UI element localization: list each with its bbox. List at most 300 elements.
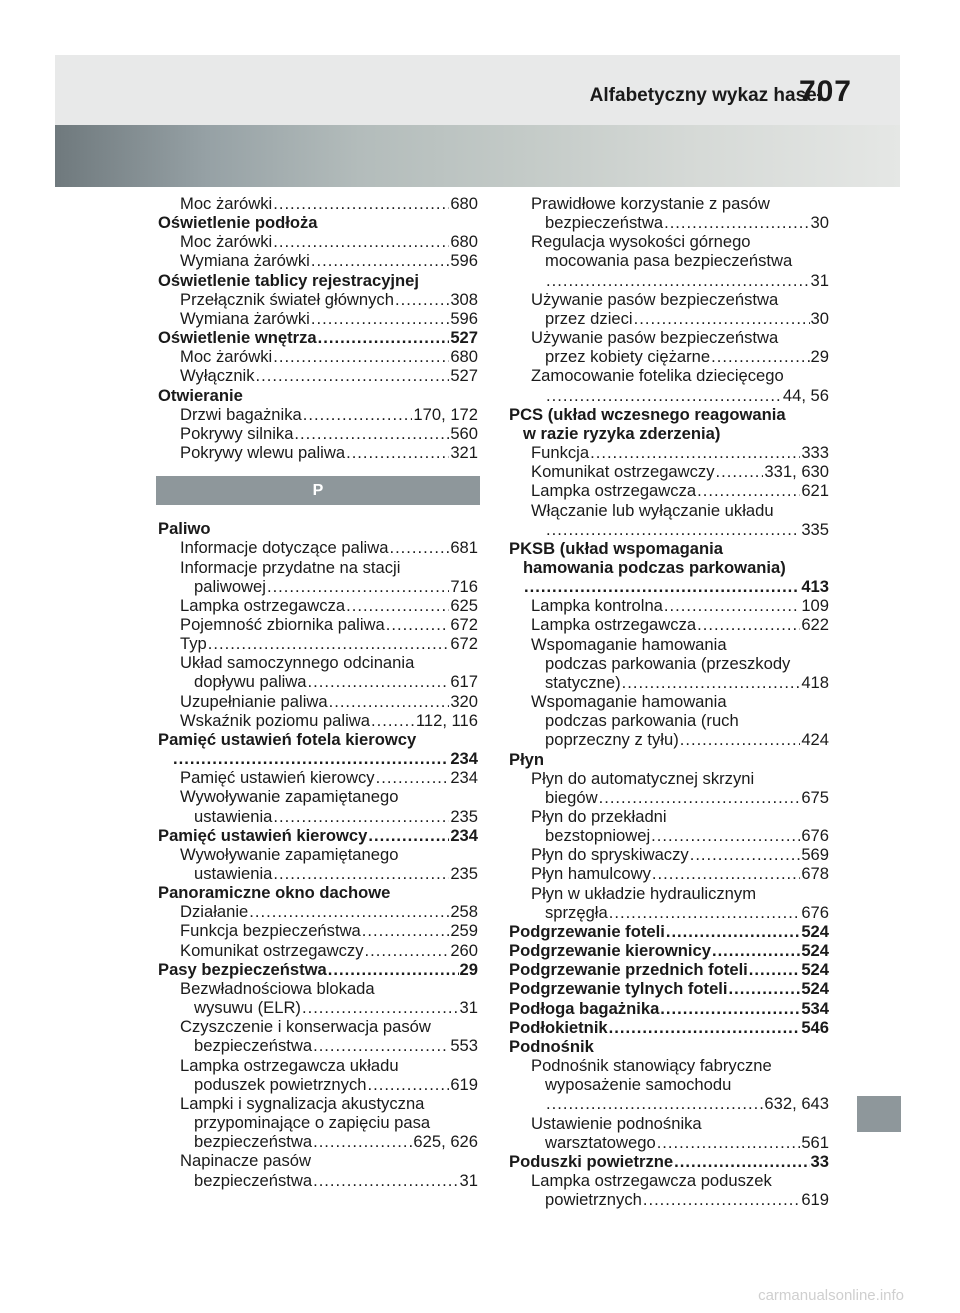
index-entry-text: Podłokietnik (509, 1017, 608, 1037)
index-entry-line (531, 443, 829, 462)
index-entry-line (180, 902, 478, 921)
index-page-ref: 569 (801, 845, 829, 865)
index-entry-text: poprzeczny z tyłu) (545, 730, 679, 750)
dot-leader (395, 290, 449, 309)
index-entry-line (180, 787, 478, 806)
index-entry-line (509, 750, 829, 769)
dot-leader (273, 807, 449, 826)
index-page-ref: 596 (450, 308, 478, 328)
index-entry-text: Wskaźnik poziomu paliwa (180, 710, 370, 730)
index-page-ref: 560 (450, 423, 478, 443)
index-entry-line (180, 807, 478, 826)
index-entry-text: bezpieczeństwa (545, 213, 664, 233)
index-entry-line (531, 501, 829, 520)
index-entry-line (509, 405, 829, 424)
index-sub-entry (158, 251, 478, 270)
index-page-ref: 625 (450, 595, 478, 615)
chapter-side-tab (857, 1096, 901, 1132)
index-entry-line (158, 749, 478, 768)
index-entry-line (531, 1094, 829, 1113)
index-page-ref: 675 (801, 787, 829, 807)
index-column-right (509, 194, 829, 1209)
index-entry-line (531, 730, 829, 749)
index-page-ref: 29 (459, 959, 478, 979)
index-entry-text: przez dzieci (545, 308, 633, 328)
dot-leader (599, 788, 801, 807)
dot-leader (249, 902, 449, 921)
index-entry-text: Moc żarówki (180, 347, 273, 367)
index-entry-text: Funkcja (531, 443, 590, 463)
index-entry-text: Ustawienie podnośnika (531, 1113, 702, 1133)
index-sub-entry (158, 1056, 478, 1094)
index-entry-line (531, 864, 829, 883)
page-number: 707 (798, 75, 852, 108)
dot-leader (346, 596, 449, 615)
index-entry-text: poduszek powietrznych (194, 1074, 367, 1094)
index-entry-text: Podłoga bagażnika (509, 998, 660, 1018)
index-entry-line (531, 271, 829, 290)
index-sub-entry (158, 347, 478, 366)
dot-leader (313, 1132, 412, 1151)
index-page-ref: 234 (450, 768, 478, 788)
index-heading-entry (509, 922, 829, 941)
index-entry-line (180, 1151, 478, 1170)
index-heading-entry (158, 883, 478, 902)
index-entry-text: w razie ryzyka zderzenia) (523, 423, 721, 443)
index-sub-entry (509, 615, 829, 634)
index-entry-line (180, 309, 478, 328)
dot-leader (368, 826, 449, 845)
index-entry-line (531, 1133, 829, 1152)
index-entry-line (531, 194, 829, 213)
index-heading-entry (158, 213, 478, 232)
dot-leader (674, 1152, 809, 1171)
index-entry-line (531, 654, 829, 673)
index-entry-text: Informacje dotyczące paliwa (180, 538, 389, 558)
index-page-ref: 524 (801, 979, 829, 999)
index-page-ref: 33 (810, 1151, 829, 1171)
dot-leader (652, 864, 800, 883)
index-column-left (158, 194, 478, 1190)
index-entry-line (531, 309, 829, 328)
index-sub-entry (158, 787, 478, 825)
dot-leader (657, 1133, 801, 1152)
index-page-ref: 31 (459, 1170, 478, 1190)
index-page-ref: 619 (801, 1190, 829, 1210)
index-entry-text: Zamocowanie fotelika dziecięcego (531, 366, 784, 386)
index-entry-text: mocowania pasa bezpieczeństwa (545, 251, 793, 271)
index-entry-line (509, 558, 829, 577)
index-entry-text: Typ (180, 634, 207, 654)
index-page-ref: 234 (450, 749, 478, 769)
index-entry-text: Lampka ostrzegawcza (531, 615, 697, 635)
index-entry-text: Panoramiczne okno dachowe (158, 883, 391, 903)
index-entry-text: sprzęgła (545, 902, 608, 922)
index-entry-line (180, 1132, 478, 1151)
index-entry-line (531, 1171, 829, 1190)
index-entry-line (509, 1018, 829, 1037)
index-entry-text: Napinacze pasów (180, 1151, 311, 1171)
index-heading-entry (158, 386, 478, 405)
section-letter-bar (156, 476, 480, 505)
index-sub-entry (158, 634, 478, 653)
dot-leader (365, 941, 450, 960)
index-sub-entry (158, 615, 478, 634)
index-entry-text: Otwieranie (158, 385, 243, 405)
index-page-ref: 676 (801, 902, 829, 922)
index-entry-line (531, 366, 829, 385)
index-entry-text: Pokrywy silnika (180, 423, 294, 443)
index-entry-line (158, 826, 478, 845)
index-sub-entry (509, 366, 829, 404)
index-entry-text: Pasy bezpieczeństwa (158, 959, 327, 979)
dot-leader (367, 1075, 449, 1094)
index-heading-entry (509, 750, 829, 769)
index-page-ref: 527 (450, 366, 478, 386)
index-entry-text: Pamięć ustawień kierowcy (158, 825, 368, 845)
index-entry-line (180, 1171, 478, 1190)
index-page-ref: 680 (450, 194, 478, 213)
index-entry-text: Komunikat ostrzegawczy (180, 940, 364, 960)
index-entry-line (158, 883, 478, 902)
index-entry-line (509, 941, 829, 960)
index-entry-text: Wyłącznik (180, 366, 255, 386)
dot-leader (680, 730, 801, 749)
index-entry-text: Podgrzewanie kierownicy (509, 941, 711, 961)
index-sub-entry (158, 232, 478, 251)
dot-leader (546, 520, 800, 539)
index-group-left-top (158, 194, 478, 462)
index-sub-entry (158, 538, 478, 557)
dot-leader (208, 634, 450, 653)
index-entry-line (180, 577, 478, 596)
index-page-ref: 617 (450, 672, 478, 692)
index-entry-line (509, 922, 829, 941)
dot-leader (294, 424, 449, 443)
index-entry-line (531, 692, 829, 711)
index-page-ref: 553 (450, 1036, 478, 1056)
index-heading-entry (158, 730, 478, 768)
dot-leader (386, 615, 450, 634)
index-page-ref: 524 (801, 941, 829, 961)
index-entry-text: statyczne) (545, 672, 621, 692)
index-group-right (509, 194, 829, 1209)
index-page-ref: 678 (801, 864, 829, 884)
index-entry-text: Lampka kontrolna (531, 596, 663, 616)
dot-leader (546, 271, 810, 290)
dot-leader (313, 1171, 458, 1190)
index-entry-text: Podnośnik stanowiący fabryczne (531, 1056, 772, 1076)
index-entry-line (531, 481, 829, 500)
dot-leader (311, 251, 449, 270)
index-sub-entry (158, 366, 478, 385)
index-entry-line (180, 424, 478, 443)
index-sub-entry (158, 692, 478, 711)
index-heading-entry (158, 271, 478, 290)
index-heading-entry (509, 539, 829, 596)
index-entry-line (509, 539, 829, 558)
index-entry-text: dopływu paliwa (194, 672, 307, 692)
index-page-ref: 681 (450, 538, 478, 558)
index-entry-text: bezstopniowej (545, 826, 651, 846)
index-heading-entry (158, 826, 478, 845)
dot-leader (609, 903, 801, 922)
index-entry-text: Uzupełnianie paliwa (180, 691, 328, 711)
index-heading-entry (509, 405, 829, 443)
index-entry-line (531, 1075, 829, 1094)
index-entry-line (158, 271, 478, 290)
dot-leader (311, 309, 449, 328)
index-entry-line (180, 1036, 478, 1055)
index-entry-line (180, 443, 478, 462)
index-page-ref: 258 (450, 902, 478, 922)
index-entry-text: Drzwi bagażnika (180, 404, 302, 424)
dot-leader (697, 481, 800, 500)
index-page-ref: 235 (450, 806, 478, 826)
index-entry-line (180, 711, 478, 730)
index-entry-line (509, 999, 829, 1018)
index-entry-line (180, 979, 478, 998)
index-entry-line (180, 538, 478, 557)
index-entry-text: Wywoływanie zapamiętanego (180, 844, 399, 864)
index-sub-entry (158, 653, 478, 691)
index-page-ref: 546 (801, 1017, 829, 1037)
index-entry-text: Wspomaganie hamowania (531, 692, 727, 712)
dot-leader (664, 213, 809, 232)
dot-leader (622, 673, 801, 692)
index-entry-line (180, 1075, 478, 1094)
index-entry-text: bezpieczeństwa (194, 1170, 313, 1190)
index-page-ref: 672 (450, 634, 478, 654)
index-entry-line (509, 979, 829, 998)
index-entry-text: PCS (układ wczesnego reagowania (509, 404, 786, 424)
index-entry-text: Płyn do przekładni (531, 807, 667, 826)
index-sub-entry (509, 769, 829, 807)
index-entry-line (180, 596, 478, 615)
index-page-ref: 234 (450, 825, 478, 845)
dot-leader (346, 443, 449, 462)
dot-leader (546, 1094, 763, 1113)
index-entry-line (180, 558, 478, 577)
index-entry-line (531, 788, 829, 807)
index-entry-line (531, 826, 829, 845)
index-entry-line (531, 251, 829, 270)
index-entry-text: ustawienia (194, 806, 273, 826)
index-entry-text: Wymiana żarówki (180, 308, 310, 328)
index-sub-entry (158, 424, 478, 443)
index-sub-entry (158, 309, 478, 328)
index-entry-text: Płyn (509, 749, 545, 769)
index-entry-line (509, 960, 829, 979)
index-page-ref: 418 (801, 672, 829, 692)
index-heading-entry (509, 979, 829, 998)
index-entry-line (180, 864, 478, 883)
dot-leader (634, 309, 810, 328)
index-entry-line (531, 462, 829, 481)
index-entry-text: Przełącznik świateł głównych (180, 289, 394, 309)
index-page-ref: 333 (801, 443, 829, 463)
index-entry-line (531, 347, 829, 366)
index-entry-line (180, 251, 478, 270)
index-sub-entry (158, 290, 478, 309)
index-entry-text: Poduszki powietrzne (509, 1151, 674, 1171)
header-title: Alfabetyczny wykaz haseł (589, 85, 822, 106)
dot-leader (273, 864, 449, 883)
index-entry-line (158, 960, 478, 979)
index-entry-line (180, 672, 478, 691)
index-sub-entry (158, 1017, 478, 1055)
index-entry-line (180, 941, 478, 960)
index-heading-entry (158, 519, 478, 538)
index-entry-text: ustawienia (194, 864, 273, 883)
index-entry-line (180, 768, 478, 787)
index-sub-entry (509, 864, 829, 883)
index-entry-text: Pamięć ustawień kierowcy (180, 768, 375, 788)
index-sub-entry (158, 921, 478, 940)
index-entry-text: Podgrzewanie przednich foteli (509, 960, 748, 980)
index-group-left-bottom (158, 519, 478, 1189)
index-entry-line (180, 845, 478, 864)
index-entry-line (158, 730, 478, 749)
index-sub-entry (509, 635, 829, 692)
index-entry-text: PKSB (układ wspomagania (509, 538, 723, 558)
index-entry-text: biegów (545, 787, 598, 807)
index-page-ref: 619 (450, 1074, 478, 1094)
index-sub-entry (509, 328, 829, 366)
index-entry-line (531, 328, 829, 347)
index-entry-text: Moc żarówki (180, 232, 273, 252)
index-entry-text: podczas parkowania (przeszkody (545, 653, 791, 673)
index-entry-line (180, 232, 478, 251)
index-entry-line (531, 213, 829, 232)
index-page-ref: 308 (450, 289, 478, 309)
index-entry-line (180, 634, 478, 653)
index-entry-line (180, 405, 478, 424)
dot-leader (546, 386, 782, 405)
index-entry-text: Używanie pasów bezpieczeństwa (531, 328, 779, 348)
index-sub-entry (509, 1114, 829, 1152)
index-sub-entry (509, 884, 829, 922)
dot-leader (173, 749, 449, 768)
dot-leader (376, 768, 450, 787)
index-entry-text: Lampka ostrzegawcza (531, 481, 697, 501)
dot-leader (716, 462, 764, 481)
dot-leader (302, 998, 459, 1017)
dot-leader (303, 405, 413, 424)
index-sub-entry (509, 596, 829, 615)
index-entry-text: Płyn w układzie hydraulicznym (531, 883, 757, 903)
index-entry-text: hamowania podczas parkowania) (523, 557, 786, 577)
index-entry-line (180, 194, 478, 213)
dot-leader (329, 692, 450, 711)
index-heading-entry (509, 1152, 829, 1171)
index-sub-entry (158, 194, 478, 213)
index-entry-text: Podgrzewanie foteli (509, 921, 665, 941)
index-page-ref: 30 (810, 213, 829, 233)
dot-leader (273, 232, 449, 251)
dot-leader (308, 672, 450, 691)
index-entry-line (180, 921, 478, 940)
index-page-ref: 716 (450, 576, 478, 596)
index-heading-entry (509, 941, 829, 960)
index-page-ref: 260 (450, 940, 478, 960)
index-entry-text: bezpieczeństwa (194, 1036, 313, 1056)
index-sub-entry (158, 1151, 478, 1189)
index-entry-line (180, 1094, 478, 1113)
index-sub-entry (509, 462, 829, 481)
index-entry-text: Regulacja wysokości górnego (531, 232, 751, 252)
index-page-ref: 413 (801, 577, 829, 597)
index-entry-line (180, 290, 478, 309)
index-page-ref: 112, 116 (415, 710, 478, 730)
index-entry-text: Wywoływanie zapamiętanego (180, 787, 399, 807)
index-entry-line (180, 366, 478, 385)
index-entry-line (180, 347, 478, 366)
index-entry-text: Komunikat ostrzegawczy (531, 462, 715, 482)
dot-leader (749, 960, 801, 979)
index-entry-line (531, 807, 829, 826)
index-page-ref: 331, 630 (764, 462, 829, 482)
index-sub-entry (158, 845, 478, 883)
index-page-ref: 632, 643 (764, 1094, 829, 1114)
dot-leader (660, 999, 800, 1018)
index-sub-entry (509, 807, 829, 845)
dot-leader (664, 596, 800, 615)
index-entry-text: Działanie (180, 902, 249, 922)
dot-leader (712, 941, 800, 960)
dot-leader (524, 577, 800, 596)
index-entry-line (180, 653, 478, 672)
index-sub-entry (509, 1171, 829, 1209)
index-heading-entry (509, 999, 829, 1018)
index-entry-text: bezpieczeństwa (194, 1132, 313, 1152)
index-entry-line (158, 213, 478, 232)
index-entry-text: Lampka ostrzegawcza poduszek (531, 1170, 772, 1190)
dot-leader (328, 960, 459, 979)
index-entry-text: podczas parkowania (ruch (545, 711, 739, 731)
index-entry-text: paliwowej (194, 576, 266, 596)
dot-leader (590, 443, 800, 462)
dot-leader (371, 711, 415, 730)
index-entry-text: Włączanie lub wyłączanie układu (531, 500, 774, 520)
index-entry-text: Bezwładnościowa blokada (180, 978, 375, 998)
dot-leader (697, 615, 800, 634)
index-entry-line (509, 424, 829, 443)
index-entry-text: Podgrzewanie tylnych foteli (509, 979, 728, 999)
dot-leader (651, 826, 800, 845)
dot-leader (273, 347, 449, 366)
index-heading-entry (509, 1018, 829, 1037)
index-page-ref: 31 (810, 270, 829, 290)
index-entry-line (531, 386, 829, 405)
index-entry-line (158, 328, 478, 347)
index-entry-text: powietrznych (545, 1190, 642, 1210)
index-entry-text: Paliwo (158, 519, 211, 539)
index-entry-text: Wymiana żarówki (180, 251, 310, 271)
index-page-ref: 44, 56 (782, 385, 829, 405)
section-letter: P (312, 482, 324, 500)
index-entry-text: przypominające o zapięciu pasa (194, 1113, 431, 1133)
index-heading-entry (509, 1037, 829, 1056)
index-sub-entry (509, 481, 829, 500)
index-sub-entry (509, 501, 829, 539)
index-entry-line (509, 1152, 829, 1171)
index-entry-line (158, 519, 478, 538)
index-sub-entry (158, 711, 478, 730)
index-sub-entry (509, 1056, 829, 1113)
index-sub-entry (158, 443, 478, 462)
index-entry-text: przez kobiety ciężarne (545, 347, 711, 367)
